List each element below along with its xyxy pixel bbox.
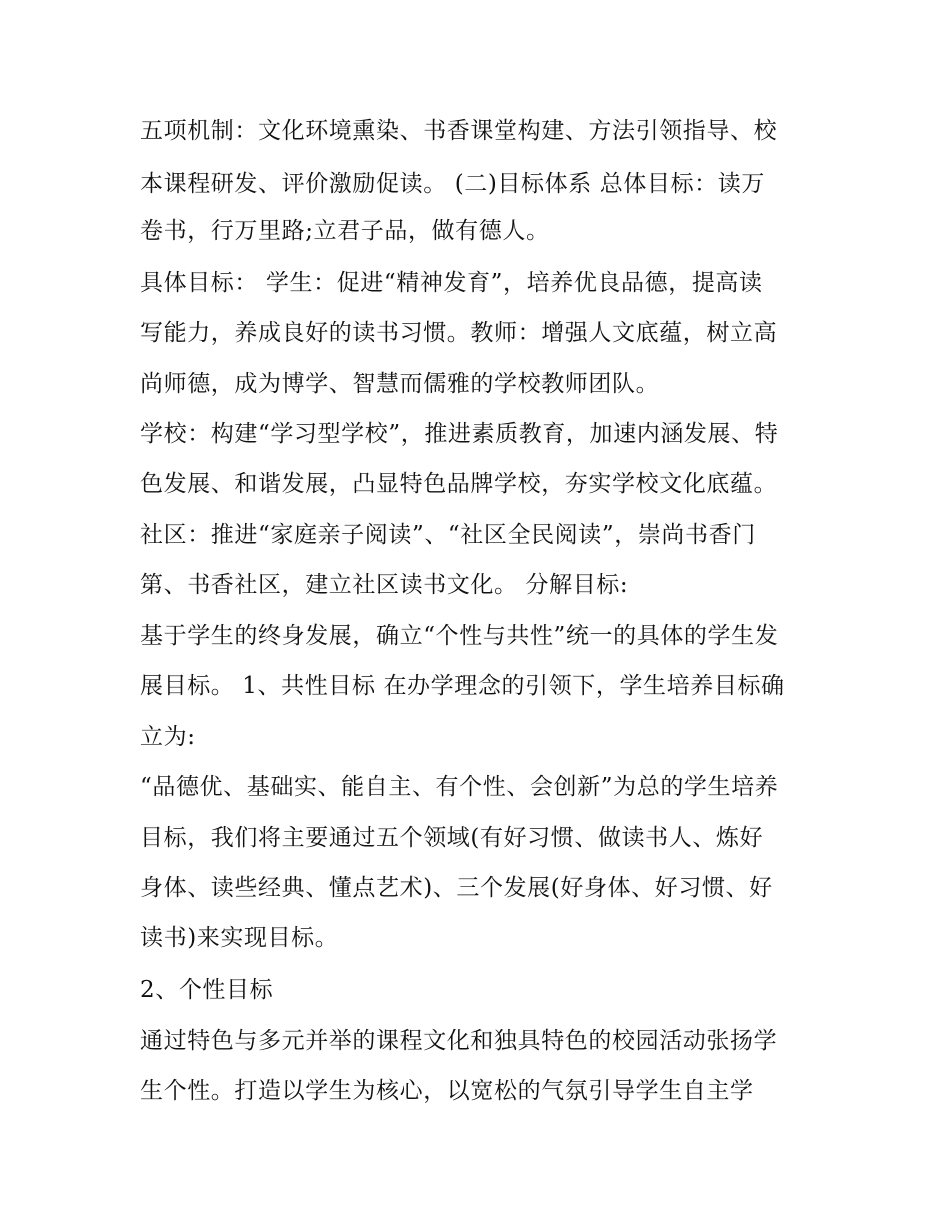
text-line: 目标，我们将主要通过五个领域(有好习惯、做读书人、炼好: [140, 825, 764, 851]
text-line: 身体、读些经典、懂点艺术)、三个发展(好身体、好习惯、好: [140, 875, 773, 901]
text-line: 立为:: [140, 724, 196, 750]
text-line: “品德优、基础实、能自主、有个性、会创新”为总的学生培养: [140, 774, 779, 800]
text-line: 展目标。 1、共性目标 在办学理念的引领下，学生培养目标确: [140, 673, 785, 699]
text-line: 生个性。打造以学生为核心，以宽松的气氛引导学生自主学: [140, 1078, 754, 1104]
text-line: 学校：构建“学习型学校”，推进素质教育，加速内涵发展、特: [140, 421, 779, 447]
text-line: 2、个性目标: [140, 977, 274, 1003]
text-line: 写能力，养成良好的读书习惯。教师：增强人文底蕴，树立高: [140, 320, 778, 346]
text-line: 五项机制：文化环境熏染、书香课堂构建、方法引领指导、校: [140, 118, 778, 144]
text-line: 卷书，行万里路;立君子品，做有德人。: [140, 218, 550, 244]
text-line: 通过特色与多元并举的课程文化和独具特色的校园活动张扬学: [140, 1028, 778, 1054]
text-line: 社区：推进“家庭亲子阅读”、“社区全民阅读”，崇尚书香门: [140, 522, 756, 548]
text-line: 基于学生的终身发展，确立“个性与共性”统一的具体的学生发: [140, 623, 779, 649]
text-line: 本课程研发、评价激励促读。 (二)目标体系 总体目标：读万: [140, 171, 765, 197]
text-line: 色发展、和谐发展，凸显特色品牌学校，夯实学校文化底蕴。: [140, 471, 778, 497]
text-line: 尚师德，成为博学、智慧而儒雅的学校教师团队。: [140, 371, 660, 397]
text-line: 第、书香社区，建立社区读书文化。 分解目标:: [140, 572, 629, 598]
text-line: 读书)来实现目标。: [140, 925, 339, 951]
text-line: 具体目标： 学生：促进“精神发育”，培养优良品德，提高读: [140, 270, 763, 296]
